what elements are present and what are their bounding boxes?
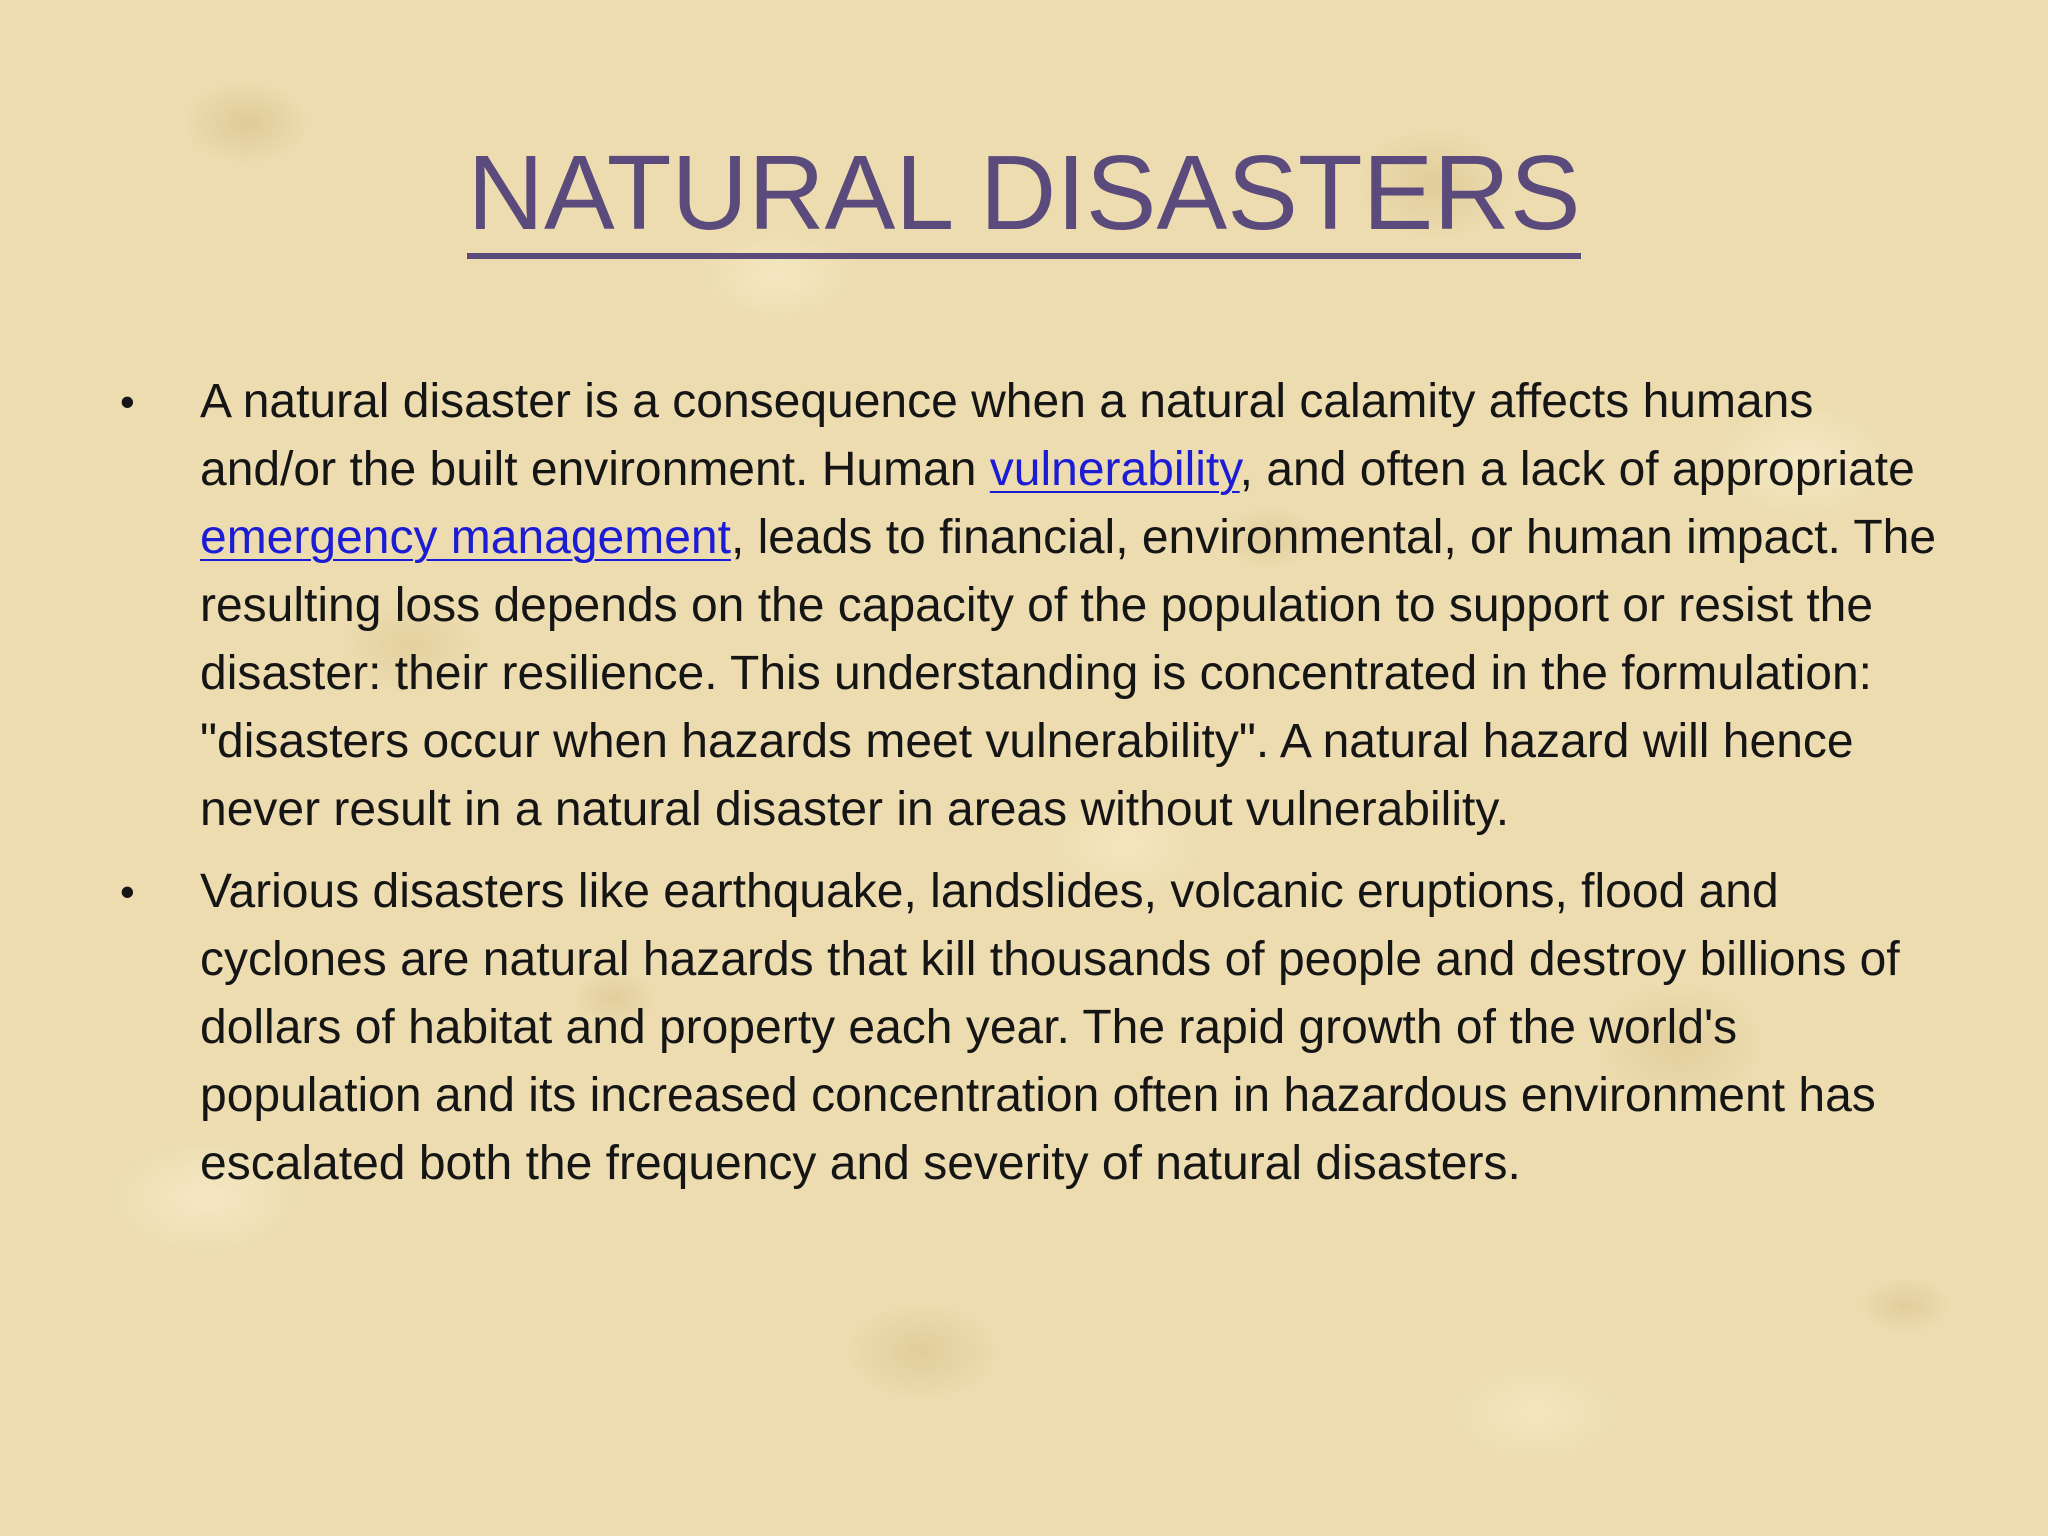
slide-title-text: NATURAL DISASTERS xyxy=(467,135,1580,259)
emergency-management-link[interactable]: emergency management xyxy=(200,511,731,564)
bullet-1-text-end: , leads to financial, environmental, or human impact. The resulting loss depends on the capacity of the population to support or resist the disaster: their resilience. This understanding is concentrated in the formulation: "disasters occur when hazards meet vulnerability". A natural hazard will hence never result in a natural disaster in areas without vulnerability. xyxy=(200,511,1937,836)
bullet-1-text-middle: , and often a lack of appropriate xyxy=(1239,443,1915,496)
slide-title xyxy=(0,128,2048,259)
bullet-2-text: Various disasters like earthquake, landslides, volcanic eruptions, flood and cyclones are natural hazards that kill thousands of people and destroy billions of dollars of habitat and property each year. The rapid growth of the world's population and its increased concentration often in hazardous environment has escalated both the frequency and severity of natural disasters. xyxy=(200,865,1900,1190)
vulnerability-link[interactable]: vulnerability xyxy=(989,443,1240,496)
bullet-1-text-start: A natural disaster is a consequence when a natural calamity affects humans and/or the built environment. Human xyxy=(200,375,1814,496)
bullet-item-1 xyxy=(112,368,1942,844)
bullet-icon: • xyxy=(120,868,135,915)
bullet-icon: • xyxy=(120,378,135,425)
bullet-item-2 xyxy=(112,858,1942,1198)
bullet-list xyxy=(112,368,1942,1212)
